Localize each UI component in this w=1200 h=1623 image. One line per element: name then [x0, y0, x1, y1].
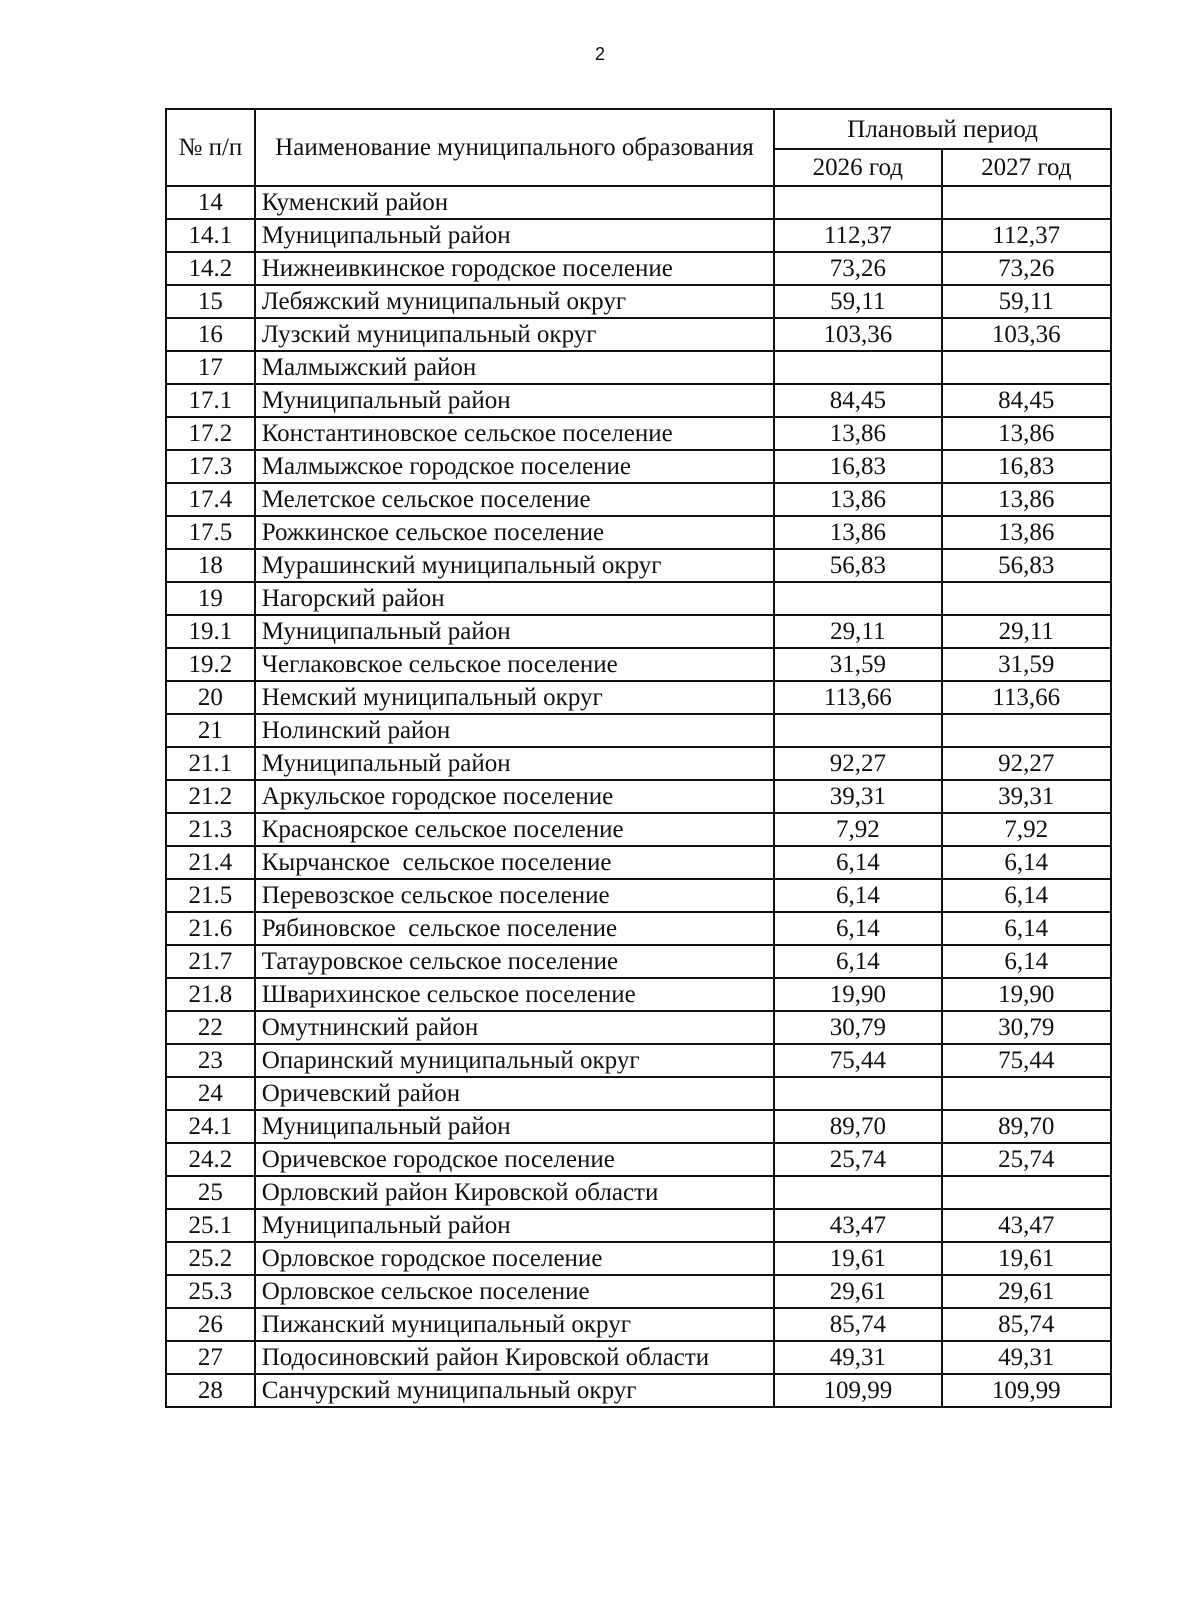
- budget-table: [165, 108, 1112, 1408]
- row-value-2027: 6,14: [942, 879, 1111, 912]
- row-number: 25: [166, 1176, 255, 1209]
- row-number: 21.4: [166, 846, 255, 879]
- row-value-2026: 7,92: [774, 813, 941, 846]
- row-value-2026: 75,44: [774, 1044, 941, 1077]
- row-value-2027: 85,74: [942, 1308, 1111, 1341]
- table-row: [166, 1275, 1111, 1308]
- row-name: Чеглаковское сельское поселение: [255, 648, 774, 681]
- row-value-2027: 31,59: [942, 648, 1111, 681]
- row-number: 21.6: [166, 912, 255, 945]
- table-row: [166, 384, 1111, 417]
- row-value-2026: [774, 582, 941, 615]
- table-row: [166, 351, 1111, 384]
- row-value-2027: 43,47: [942, 1209, 1111, 1242]
- row-number: 19.2: [166, 648, 255, 681]
- table-row: [166, 978, 1111, 1011]
- row-number: 24.1: [166, 1110, 255, 1143]
- row-number: 17.2: [166, 417, 255, 450]
- row-value-2027: 113,66: [942, 681, 1111, 714]
- row-value-2027: 13,86: [942, 483, 1111, 516]
- table-row: [166, 846, 1111, 879]
- row-value-2027: 25,74: [942, 1143, 1111, 1176]
- row-number: 21.1: [166, 747, 255, 780]
- row-name: Санчурский муниципальный округ: [255, 1374, 774, 1407]
- row-value-2027: 19,61: [942, 1242, 1111, 1275]
- row-value-2026: 43,47: [774, 1209, 941, 1242]
- row-value-2027: 56,83: [942, 549, 1111, 582]
- row-value-2027: [942, 714, 1111, 747]
- row-value-2026: [774, 186, 941, 219]
- row-value-2027: 84,45: [942, 384, 1111, 417]
- row-value-2026: 39,31: [774, 780, 941, 813]
- row-name: Нолинский район: [255, 714, 774, 747]
- row-number: 17: [166, 351, 255, 384]
- table-row: [166, 549, 1111, 582]
- row-name: Кырчанское сельское поселение: [255, 846, 774, 879]
- row-value-2026: 113,66: [774, 681, 941, 714]
- row-number: 14.1: [166, 219, 255, 252]
- row-name: Муниципальный район: [255, 219, 774, 252]
- table-row: [166, 516, 1111, 549]
- row-value-2027: 7,92: [942, 813, 1111, 846]
- row-name: Муниципальный район: [255, 384, 774, 417]
- row-value-2026: [774, 351, 941, 384]
- row-number: 17.1: [166, 384, 255, 417]
- row-value-2026: 13,86: [774, 483, 941, 516]
- row-value-2027: 103,36: [942, 318, 1111, 351]
- row-number: 14.2: [166, 252, 255, 285]
- table-row: [166, 483, 1111, 516]
- row-value-2026: 92,27: [774, 747, 941, 780]
- table-row: [166, 450, 1111, 483]
- row-value-2027: 75,44: [942, 1044, 1111, 1077]
- header-name: Наименование муниципального образования: [255, 109, 774, 186]
- row-value-2027: 16,83: [942, 450, 1111, 483]
- table-row: [166, 285, 1111, 318]
- row-number: 17.4: [166, 483, 255, 516]
- table-row: [166, 681, 1111, 714]
- row-number: 21.5: [166, 879, 255, 912]
- row-name: Оричевский район: [255, 1077, 774, 1110]
- table-row: [166, 1044, 1111, 1077]
- table-row: [166, 252, 1111, 285]
- row-value-2027: 29,11: [942, 615, 1111, 648]
- row-value-2027: 39,31: [942, 780, 1111, 813]
- table-row: [166, 582, 1111, 615]
- table-row: [166, 1011, 1111, 1044]
- row-value-2026: 73,26: [774, 252, 941, 285]
- row-value-2026: 19,61: [774, 1242, 941, 1275]
- row-name: Муниципальный район: [255, 1110, 774, 1143]
- row-name: Опаринский муниципальный округ: [255, 1044, 774, 1077]
- row-value-2026: 30,79: [774, 1011, 941, 1044]
- row-value-2027: 19,90: [942, 978, 1111, 1011]
- row-number: 25.2: [166, 1242, 255, 1275]
- row-number: 17.3: [166, 450, 255, 483]
- row-number: 21.7: [166, 945, 255, 978]
- table-header: [166, 109, 1111, 186]
- header-number: № п/п: [166, 109, 255, 186]
- row-name: Муниципальный район: [255, 615, 774, 648]
- row-value-2026: 59,11: [774, 285, 941, 318]
- row-name: Лузский муниципальный округ: [255, 318, 774, 351]
- row-number: 25.3: [166, 1275, 255, 1308]
- row-value-2027: 92,27: [942, 747, 1111, 780]
- row-value-2027: [942, 582, 1111, 615]
- row-value-2026: 85,74: [774, 1308, 941, 1341]
- row-name: Константиновское сельское поселение: [255, 417, 774, 450]
- row-name: Куменский район: [255, 186, 774, 219]
- row-name: Оричевское городское поселение: [255, 1143, 774, 1176]
- header-year-2026: 2026 год: [774, 149, 941, 186]
- table-row: [166, 417, 1111, 450]
- row-value-2026: [774, 714, 941, 747]
- row-number: 15: [166, 285, 255, 318]
- row-name: Рожкинское сельское поселение: [255, 516, 774, 549]
- table-body: [166, 186, 1111, 1407]
- row-value-2027: [942, 1176, 1111, 1209]
- row-value-2026: 109,99: [774, 1374, 941, 1407]
- row-name: Аркульское городское поселение: [255, 780, 774, 813]
- row-name: Лебяжский муниципальный округ: [255, 285, 774, 318]
- table-row: [166, 813, 1111, 846]
- row-value-2026: 49,31: [774, 1341, 941, 1374]
- row-name: Рябиновское сельское поселение: [255, 912, 774, 945]
- row-number: 24.2: [166, 1143, 255, 1176]
- table-row: [166, 648, 1111, 681]
- row-value-2026: [774, 1077, 941, 1110]
- row-value-2026: 6,14: [774, 945, 941, 978]
- table-row: [166, 615, 1111, 648]
- table-row: [166, 1176, 1111, 1209]
- row-value-2027: 13,86: [942, 417, 1111, 450]
- table-row: [166, 945, 1111, 978]
- row-name: Шварихинское сельское поселение: [255, 978, 774, 1011]
- table-row: [166, 1143, 1111, 1176]
- row-name: Муниципальный район: [255, 1209, 774, 1242]
- row-name: Подосиновский район Кировской области: [255, 1341, 774, 1374]
- header-year-2027: 2027 год: [942, 149, 1111, 186]
- row-value-2027: 30,79: [942, 1011, 1111, 1044]
- row-name: Малмыжское городское поселение: [255, 450, 774, 483]
- row-value-2026: [774, 1176, 941, 1209]
- row-name: Немский муниципальный округ: [255, 681, 774, 714]
- row-value-2026: 19,90: [774, 978, 941, 1011]
- table-row: [166, 747, 1111, 780]
- row-name: Красноярское сельское поселение: [255, 813, 774, 846]
- row-number: 26: [166, 1308, 255, 1341]
- row-value-2026: 103,36: [774, 318, 941, 351]
- row-number: 21: [166, 714, 255, 747]
- row-name: Нагорский район: [255, 582, 774, 615]
- row-name: Татауровское сельское поселение: [255, 945, 774, 978]
- row-number: 20: [166, 681, 255, 714]
- row-number: 19.1: [166, 615, 255, 648]
- row-value-2027: 109,99: [942, 1374, 1111, 1407]
- row-name: Малмыжский район: [255, 351, 774, 384]
- row-value-2026: 84,45: [774, 384, 941, 417]
- row-name: Мелетское сельское поселение: [255, 483, 774, 516]
- row-value-2026: 29,61: [774, 1275, 941, 1308]
- row-name: Муниципальный район: [255, 747, 774, 780]
- row-value-2027: [942, 186, 1111, 219]
- row-value-2026: 56,83: [774, 549, 941, 582]
- row-name: Орловский район Кировской области: [255, 1176, 774, 1209]
- row-value-2027: 6,14: [942, 945, 1111, 978]
- row-number: 27: [166, 1341, 255, 1374]
- row-number: 23: [166, 1044, 255, 1077]
- table-row: [166, 1242, 1111, 1275]
- row-number: 16: [166, 318, 255, 351]
- row-value-2027: 6,14: [942, 912, 1111, 945]
- row-value-2027: [942, 351, 1111, 384]
- row-value-2026: 16,83: [774, 450, 941, 483]
- row-name: Орловское городское поселение: [255, 1242, 774, 1275]
- row-number: 19: [166, 582, 255, 615]
- row-value-2026: 6,14: [774, 846, 941, 879]
- row-name: Перевозское сельское поселение: [255, 879, 774, 912]
- row-value-2026: 13,86: [774, 417, 941, 450]
- page-number: 2: [594, 44, 605, 64]
- row-value-2027: 112,37: [942, 219, 1111, 252]
- table-row: [166, 318, 1111, 351]
- row-value-2026: 6,14: [774, 912, 941, 945]
- row-name: Мурашинский муниципальный округ: [255, 549, 774, 582]
- row-number: 21.8: [166, 978, 255, 1011]
- row-number: 18: [166, 549, 255, 582]
- row-value-2027: 59,11: [942, 285, 1111, 318]
- row-value-2027: 73,26: [942, 252, 1111, 285]
- row-number: 21.3: [166, 813, 255, 846]
- row-number: 24: [166, 1077, 255, 1110]
- row-value-2026: 89,70: [774, 1110, 941, 1143]
- table-row: [166, 879, 1111, 912]
- row-value-2026: 112,37: [774, 219, 941, 252]
- table-row: [166, 186, 1111, 219]
- table-row: [166, 780, 1111, 813]
- table-row: [166, 219, 1111, 252]
- table-row: [166, 1110, 1111, 1143]
- row-value-2027: 13,86: [942, 516, 1111, 549]
- row-name: Омутнинский район: [255, 1011, 774, 1044]
- table-row: [166, 1341, 1111, 1374]
- row-value-2027: 29,61: [942, 1275, 1111, 1308]
- row-value-2027: 49,31: [942, 1341, 1111, 1374]
- table-row: [166, 912, 1111, 945]
- table-row: [166, 1308, 1111, 1341]
- row-number: 25.1: [166, 1209, 255, 1242]
- row-value-2026: 31,59: [774, 648, 941, 681]
- table-row: [166, 1374, 1111, 1407]
- row-name: Пижанский муниципальный округ: [255, 1308, 774, 1341]
- row-name: Нижнеивкинское городское поселение: [255, 252, 774, 285]
- row-value-2027: 89,70: [942, 1110, 1111, 1143]
- row-value-2027: 6,14: [942, 846, 1111, 879]
- row-number: 22: [166, 1011, 255, 1044]
- row-value-2027: [942, 1077, 1111, 1110]
- row-number: 28: [166, 1374, 255, 1407]
- row-value-2026: 25,74: [774, 1143, 941, 1176]
- row-number: 17.5: [166, 516, 255, 549]
- row-value-2026: 29,11: [774, 615, 941, 648]
- table-row: [166, 1077, 1111, 1110]
- row-number: 21.2: [166, 780, 255, 813]
- row-value-2026: 6,14: [774, 879, 941, 912]
- table-row: [166, 1209, 1111, 1242]
- table-row: [166, 714, 1111, 747]
- header-planning-period: Плановый период: [774, 109, 1111, 149]
- row-name: Орловское сельское поселение: [255, 1275, 774, 1308]
- row-value-2026: 13,86: [774, 516, 941, 549]
- row-number: 14: [166, 186, 255, 219]
